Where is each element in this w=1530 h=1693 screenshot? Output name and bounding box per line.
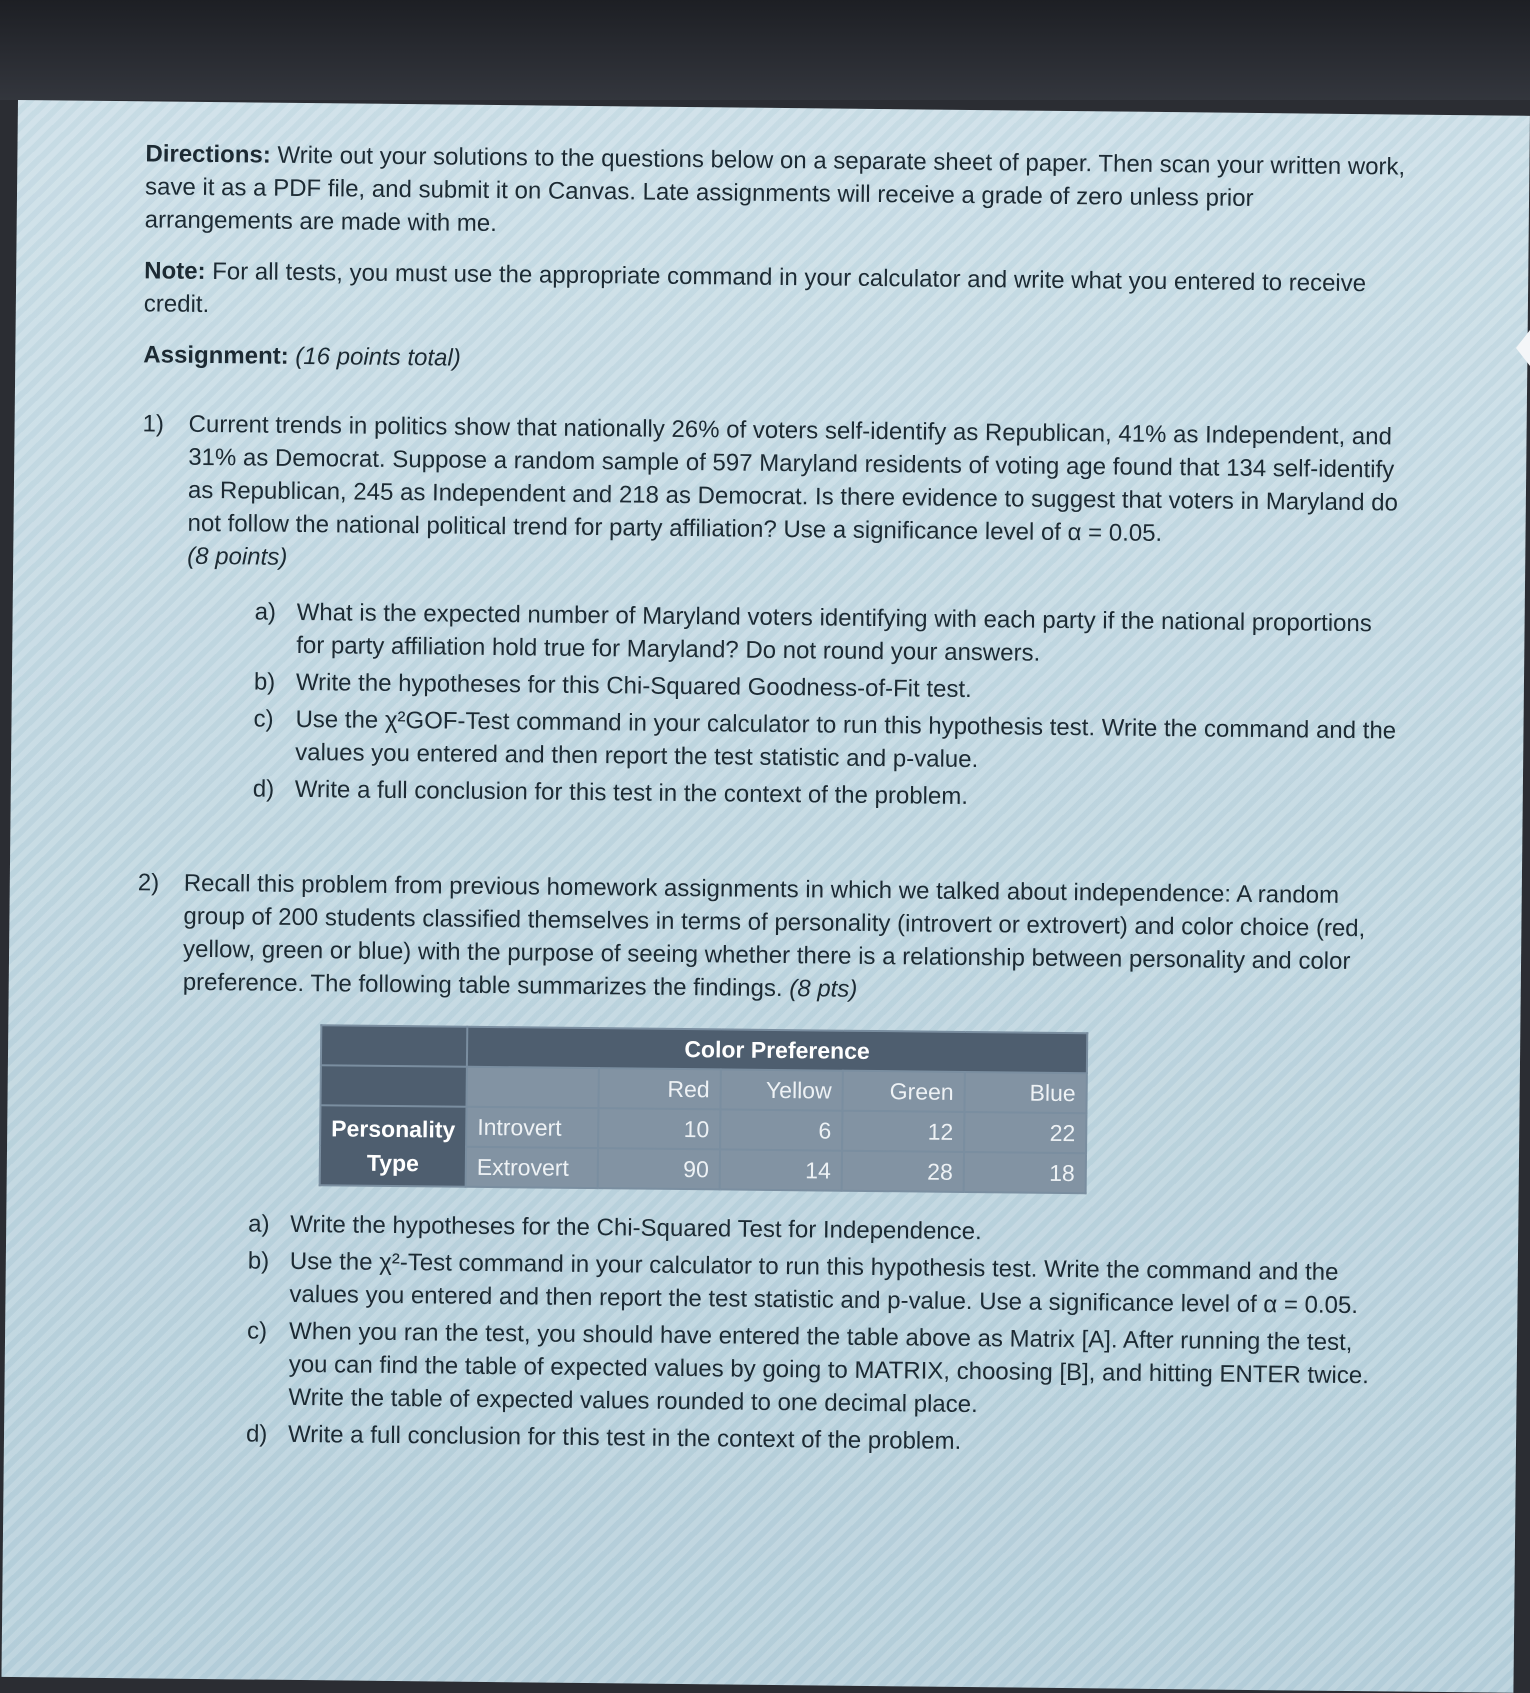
question-2-number: 2) [137,869,160,897]
part-text: Write the hypotheses for the Chi-Squared Test for Independence. [290,1210,982,1246]
question-1-parts [253,596,1401,818]
table-corner-cell [321,1025,467,1067]
table-cell: 14 [720,1149,842,1190]
question-1-part-c [253,703,1400,781]
part-letter: c) [246,1317,268,1345]
part-letter: a) [248,1210,270,1238]
question-1-text: Current trends in politics show that nationally 26% of voters self-identify as Republican, 41% as Independent, and 31% as Democrat. Suppose a random sample of 597 Maryland residents of voting age found that 134 self-identify as Republican, 245 as Independent and 218 as Democrat. Is there evidence to suggest that voters in Maryland do not follow the national political trend for party affiliation? Use a significance level of α = 0.05. [187,410,1399,548]
directions-text: Write out your solutions to the questions below on a separate sheet of paper. Then scan your written work, save it as a PDF file, and submit it on Canvas. Late assignments will receive a grade of zero unless prior arrangements are made with me. [144,141,1406,238]
table-cell: 18 [964,1152,1086,1193]
directions-paragraph [145,137,1406,249]
question-1-part-d [253,772,1399,817]
table-cell: 22 [964,1112,1086,1153]
question-1-part-a [254,596,1401,674]
question-2-part-c [246,1314,1393,1425]
part-letter: d) [245,1420,268,1448]
part-text: What is the expected number of Maryland voters identifying with each party if the national proportions for party affiliation hold true for Maryland? Do not round your answers. [296,598,1372,667]
table-cell: 6 [720,1109,842,1150]
row-header-line-2: Type [366,1149,420,1177]
table-row-label: Introvert [466,1107,598,1148]
note-paragraph [144,254,1405,333]
part-letter: c) [253,705,274,733]
table-column-header: Blue [964,1072,1086,1113]
part-letter: b) [253,668,276,696]
part-text: Use the χ²GOF-Test command in your calculator to run this hypothesis test. Write the command and the values you entered and then report the test statistic and p-value. [295,705,1397,774]
part-letter: a) [254,598,277,626]
mouse-cursor-icon [1516,330,1530,366]
monitor-bezel [0,0,1530,100]
table-column-header: Green [842,1071,964,1112]
table-header-blank [466,1067,598,1108]
question-1 [139,407,1403,821]
question-1-body [185,408,1403,822]
part-letter: b) [247,1247,270,1275]
question-2 [137,866,1398,1011]
table-row-group-header [320,1105,467,1187]
table-cell: 10 [598,1108,720,1149]
question-2-parts [246,1207,1394,1462]
assignment-label: Assignment: [143,341,289,370]
part-text: Write a full conclusion for this test in the context of the problem. [294,775,969,810]
document-page [1,100,1529,1693]
part-text: Write a full conclusion for this test in the context of the problem. [287,1420,962,1455]
table-column-header: Yellow [720,1069,842,1110]
assignment-heading [143,338,1403,384]
part-text: When you ran the test, you should have entered the table above as Matrix [A]. After running the test, you can find the table of expected values by going to MATRIX, choosing [B], and hitting ENTER twice. Write the table of expected values rounded to one decimal place. [288,1317,1369,1419]
part-text: Write the hypotheses for this Chi-Squared Goodness-of-Fit test. [295,668,972,704]
question-2-body [183,867,1398,1012]
part-text: Use the χ²-Test command in your calculator to run this hypothesis test. Write the command and the values you entered and then report the test statistic and p-value. Use a significance level of α = 0.05. [289,1247,1359,1320]
directions-label: Directions: [145,140,271,169]
note-text: For all tests, you must use the appropriate command in your calculator and write what you entered to receive credit. [143,258,1367,319]
assignment-points: (16 points total) [295,342,461,372]
table-row [320,1105,1086,1153]
document-content [132,137,1406,1466]
question-2-text: Recall this problem from previous homework assignments in which we talked about independence: A random group of 200 students classified themselves in terms of personality (introvert or extrovert) and color choice (red, yellow, green or blue) with the purpose of seeing whether there is a relationship between personality and color preference. The following table summarizes the findings. [182,869,1366,1003]
question-2-points: (8 pts) [789,975,858,1003]
table-cell: 90 [598,1148,720,1189]
table-title: Color Preference [467,1027,1087,1073]
question-1-points: (8 points) [187,542,288,571]
note-label: Note: [144,257,206,285]
color-preference-table [319,1024,1089,1194]
table-cell: 28 [842,1151,964,1192]
table-corner-cell [320,1065,466,1107]
question-1-number: 1) [142,410,165,438]
question-2-part-b [247,1244,1394,1322]
question-2-part-d [246,1417,1392,1462]
table-cell: 12 [842,1111,964,1152]
table-column-header: Red [598,1068,720,1109]
part-letter: d) [252,775,275,803]
row-header-line-1: Personality [331,1115,456,1143]
table-row-label: Extrovert [466,1147,598,1188]
